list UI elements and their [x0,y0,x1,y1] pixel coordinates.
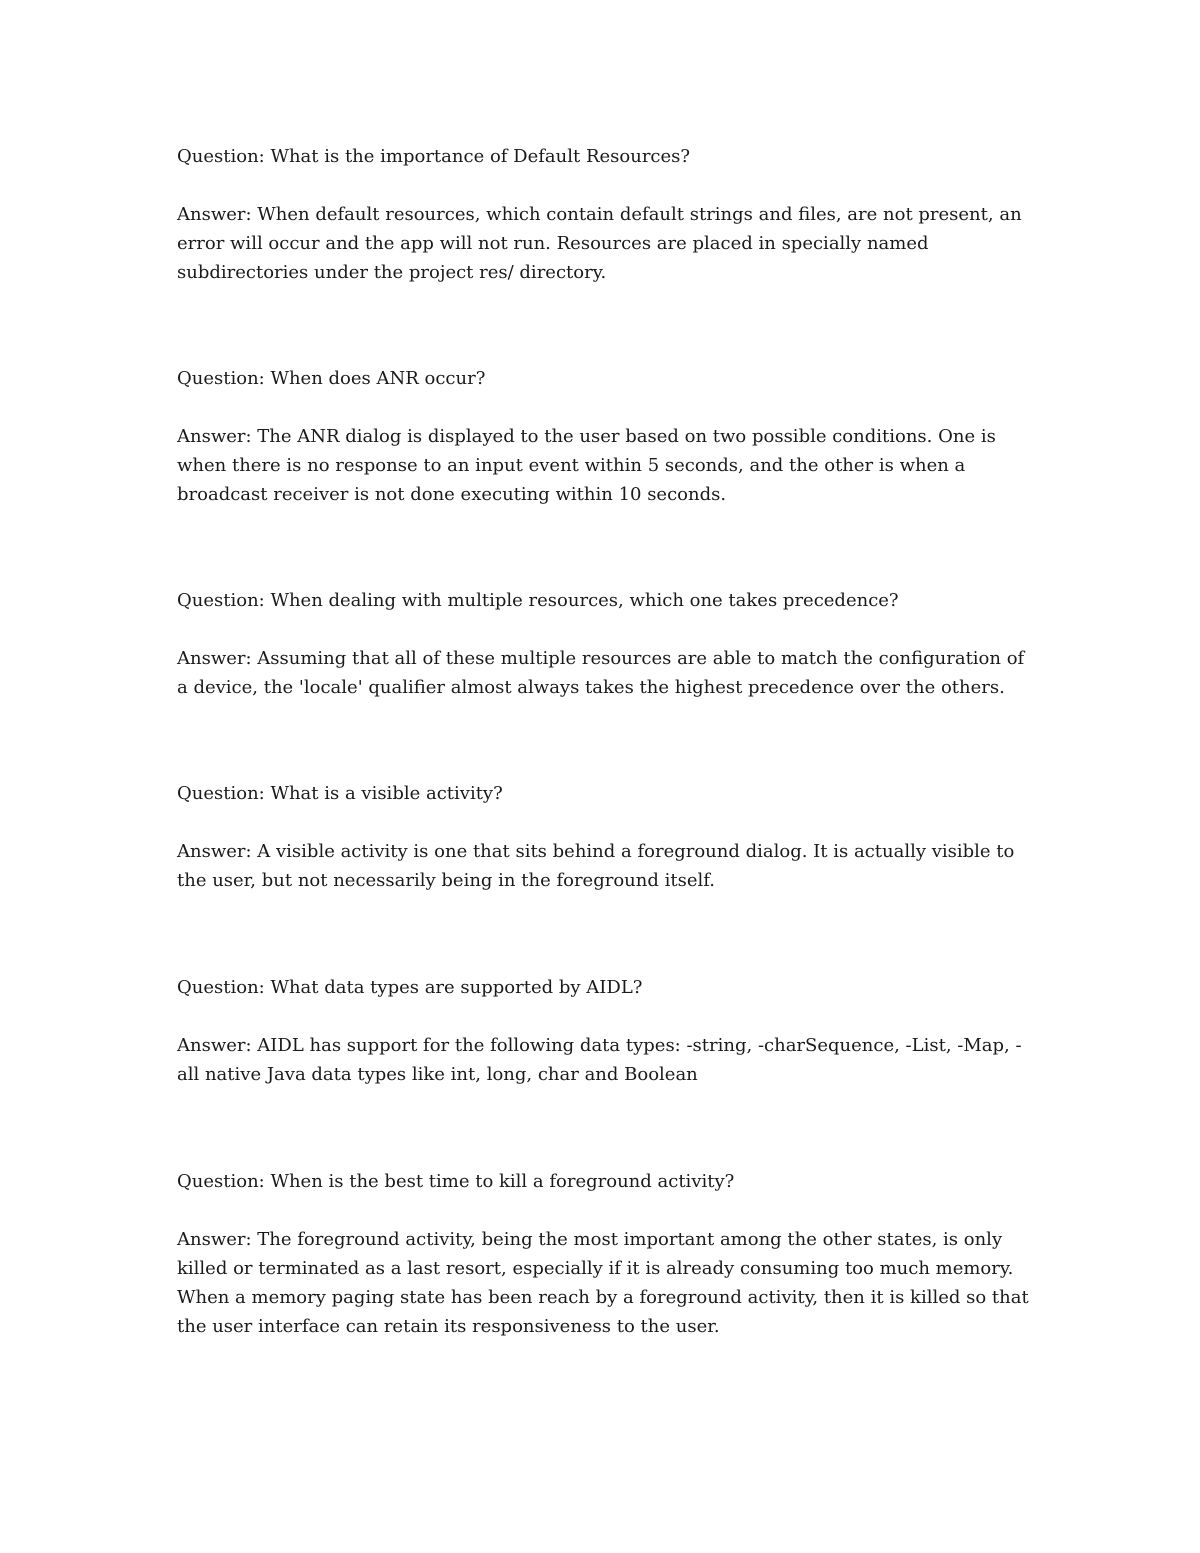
qa-item [177,586,1037,702]
qa-item [177,779,1037,895]
question-text: Question: What is the importance of Default Resources? [177,146,691,167]
answer-text: Answer: When default resources, which contain default strings and files, are not present, an error will occur and the app will not run. Resources are placed in specially named subdirectories under the project res/ directory. [177,204,1022,283]
qa-item [177,973,1037,1089]
question-text: Question: What data types are supported by AIDL? [177,977,643,998]
answer-text: Answer: The ANR dialog is displayed to the user based on two possible conditions. One is when there is no response to an input event within 5 seconds, and the other is when a broadcast receiver is not done executing within 10 seconds. [177,426,996,505]
answer-text: Answer: The foreground activity, being the most important among the other states, is only killed or terminated as a last resort, especially if it is already consuming too much memory. When a memory paging state has been reach by a foreground activity, then it is killed so that the user interface can retain its responsiveness to the user. [177,1229,1029,1337]
qa-item [177,1167,1037,1341]
qa-item [177,142,1037,287]
question-text: Question: What is a visible activity? [177,783,503,804]
qa-item [177,364,1037,509]
question-text: Question: When does ANR occur? [177,368,486,389]
answer-text: Answer: A visible activity is one that sits behind a foreground dialog. It is actually visible to the user, but not necessarily being in the foreground itself. [177,841,1015,891]
answer-text: Answer: Assuming that all of these multiple resources are able to match the configuration of a device, the 'locale' qualifier almost always takes the highest precedence over the others. [177,648,1025,698]
question-text: Question: When is the best time to kill a foreground activity? [177,1171,735,1192]
question-text: Question: When dealing with multiple resources, which one takes precedence? [177,590,899,611]
answer-text: Answer: AIDL has support for the following data types: -string, -charSequence, -List, -Map, -all native Java data types like int, long, char and Boolean [177,1035,1022,1085]
